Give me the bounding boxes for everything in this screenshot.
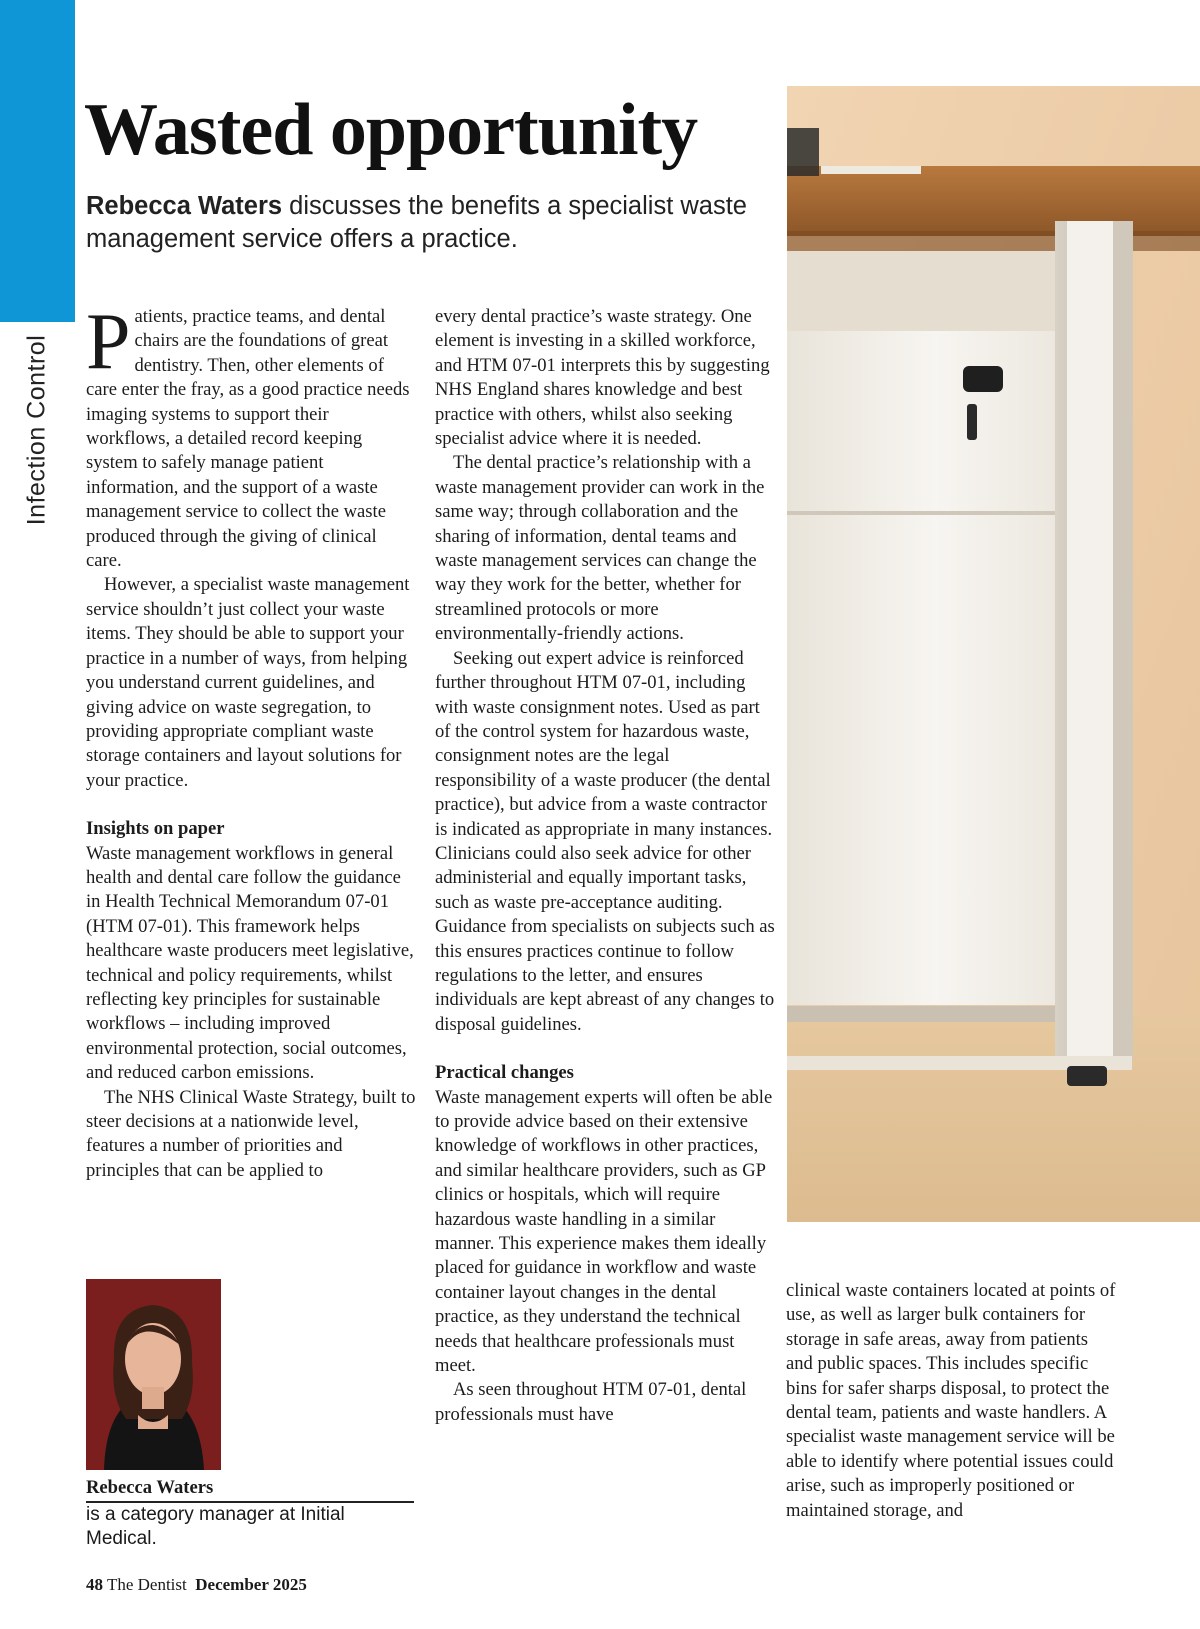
paragraph-intro: [86, 298, 416, 573]
paragraph: clinical waste containers located at points of use, as well as larger bulk containers for storage in safe areas, away from patients and public spaces. This includes specific bins for safer sharps disposal, to protect the dental team, patients and waste handlers. A specialist waste management service will be able to identify where potential issues could arise, such as improperly positioned or maintained storage, and: [786, 1280, 1116, 1521]
standfirst-author: Rebecca Waters: [86, 192, 283, 220]
accent-sidebar-bar: [0, 0, 75, 322]
cabinet-photo: [787, 86, 1200, 1222]
intro-text: atients, practice teams, and dental chairs are the foundations of great dentistry. Then, other elements of care enter the fray, as a good practice needs imaging systems to support their workflows, a detailed record keeping system to safely manage patient information, and the support of a waste management service to collect the waste produced through the giving of clinical care.: [86, 306, 410, 572]
paragraph: As seen throughout HTM 07-01, dental professionals must have: [435, 1379, 747, 1425]
author-name: Rebecca Waters: [86, 1477, 214, 1498]
column-1: [86, 298, 416, 1183]
drop-cap: P: [86, 298, 131, 386]
author-bio: is a category manager at Initial Medical.: [86, 1504, 345, 1549]
paragraph: Waste management workflows in general health and dental care follow the guidance in Health Technical Memorandum 07-01 (HTM 07-01). This framework helps healthcare waste producers meet legislative, technical and policy requirements, whilst reflecting key principles for sustainable workflows – including improved environmental protection, social outcomes, and reduced carbon emissions.: [86, 842, 414, 1084]
subheading-insights: Insights on paper: [86, 818, 225, 840]
paragraph: Seeking out expert advice is reinforced further throughout HTM 07-01, including with waste consignment notes. Used as part of the control system for hazardous waste, consignment notes are the legal responsibility of a waste producer (the dental practice), but advice from a waste contractor is indicated as appropriate in many instances. Clinicians could also seek advice for other administerial and equally important tasks, such as waste pre-acceptance auditing. Guidance from specialists on subjects such as this ensures practices continue to follow regulations to the letter, and ensures individuals are kept abreast of any changes to disposal guidelines.: [435, 647, 775, 1035]
subheading-practical: Practical changes: [435, 1062, 574, 1084]
issue-date: December 2025: [195, 1575, 307, 1594]
paragraph: However, a specialist waste management service shouldn’t just collect your waste items. They should be able to support your practice in a number of ways, from helping you understand current guidelines, and giving advice on waste segregation, to providing appropriate compliant waste storage containers and layout solutions for your practice.: [86, 574, 410, 791]
paragraph: The NHS Clinical Waste Strategy, built to steer decisions at a nationwide level, features a number of priorities and principles that can be applied to: [86, 1086, 416, 1181]
publication-name: The Dentist: [106, 1575, 187, 1594]
standfirst: [86, 190, 766, 256]
paragraph: every dental practice’s waste strategy. One element is investing in a skilled workforce, and HTM 07-01 interprets this by suggesting NHS England shares knowledge and best practice with others, whilst also seeking specialist advice where it is needed.: [435, 306, 770, 450]
paragraph: Waste management experts will often be able to provide advice based on their extensive knowledge of workflows in other practices, and similar healthcare providers, such as GP clinics or hospitals, which will require hazardous waste handling in a similar manner. This experience makes them ideally placed for guidance in workflow and waste container layout changes in the dental practice, as they understand the technical needs that healthcare professionals must meet.: [435, 1086, 773, 1377]
standfirst-text: discusses the benefits a specialist waste management service offers a practice.: [86, 192, 747, 253]
column-2: [435, 305, 775, 1427]
page-number: 48: [86, 1575, 103, 1594]
author-photo: [86, 1279, 221, 1470]
paragraph: The dental practice’s relationship with a waste management provider can work in the same way; through collaboration and the sharing of information, dental teams and waste management services can change the way they work for the better, whether for streamlined protocols or more environmentally-friendly actions.: [435, 452, 765, 645]
section-label: Infection Control: [22, 334, 51, 526]
article-title: Wasted opportunity: [84, 89, 698, 171]
page-footer: [86, 1574, 307, 1596]
column-3: [786, 1279, 1116, 1523]
